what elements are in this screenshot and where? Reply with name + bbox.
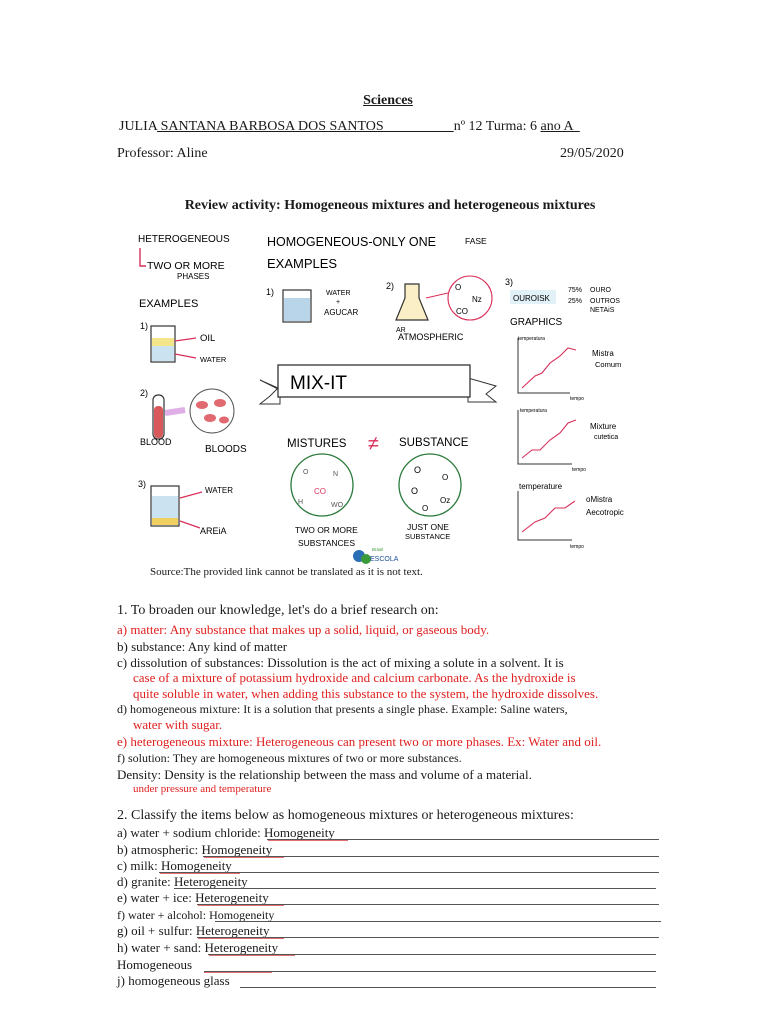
svg-text:O: O [414,465,422,475]
q1-a: a) matter: Any substance that makes up a solid, liquid, or gaseous body. [117,622,490,637]
mix-it-banner [260,365,496,404]
svg-text:tempo: tempo [570,396,584,402]
number-class: nº 12 Turma: 6 [453,119,541,134]
svg-text:Oz: Oz [440,496,451,505]
water-sand-beaker-icon [151,486,179,526]
professor: Professor: Aline [117,146,208,161]
oil-water-beaker-icon [151,326,175,362]
q2-item-b: b) atmospheric: Homogeneity [117,842,273,857]
fig-examples-mid: EXAMPLES [267,256,338,271]
svg-text:1): 1) [140,321,149,331]
svg-text:N: N [333,471,339,478]
fig-bloods: BLOODS [205,444,247,455]
arrow-icon [426,293,448,298]
svg-text:3): 3) [138,479,147,489]
svg-text:H: H [298,499,304,506]
fig-water-sugar: WATER [326,290,351,297]
answer-line [240,987,656,988]
activity-title: Review activity: Homogeneous mixtures and heterogeneous mixtures [184,198,596,213]
q1-d1: d) homogeneous mixture: It is a solution that presents a single phase. Example: Saline waters, [117,702,568,716]
fig-blood: BLOOD [140,437,172,447]
fig-ourorsk: OUROISK [513,294,550,303]
fig-substance: SUBSTANCE [399,437,469,449]
graph-mistra-comum [518,336,621,402]
svg-text:MIX-IT: MIX-IT [290,373,347,394]
q2-item-c: c) milk: Homogeneity [117,858,232,873]
student-rest-name: SANTANA BARBOSA DOS SANTOS [157,119,454,134]
svg-text:1): 1) [266,287,275,297]
spellcheck-underline [268,840,348,841]
svg-text:Comum: Comum [595,360,622,369]
svg-text:Brasil: Brasil [372,547,384,552]
graph-mistra-aecotropic [518,482,624,550]
fig-just-one-1: JUST ONE [407,522,449,532]
q1-c3: quite soluble in water, when adding this substance to the system, the hydroxide dissolves. [133,686,599,701]
answer-line [174,888,656,889]
fig-water-1: WATER [200,355,227,364]
subject-title: Sciences [363,93,413,108]
q1-density-2: under pressure and temperature [133,783,272,795]
svg-text:WO: WO [331,502,344,509]
mixtures-illustration [130,228,642,573]
arrow-icon [165,410,185,413]
spellcheck-underline [198,938,284,939]
fig-phases: PHASES [177,272,210,281]
q2-item-g: g) oil + sulfur: Heterogeneity [117,923,270,938]
fig-75: 75% [568,287,583,294]
fig-netais: NETAiS [590,307,615,314]
svg-text:O: O [455,283,462,292]
student-first-name: JULIA [119,119,158,134]
svg-text:Aecotropic: Aecotropic [586,508,624,517]
svg-text:2): 2) [140,388,149,398]
q2-item-j: j) homogeneous glass [117,973,230,988]
student-line [119,119,580,135]
fig-oil: OIL [200,333,216,344]
svg-text:temperatura: temperatura [518,336,545,342]
fig-fase: FASE [465,236,487,246]
flask-icon [396,284,428,320]
fig-graphics: GRAPHICS [510,317,563,328]
svg-text:O: O [303,469,309,476]
svg-text:Mistra: Mistra [592,349,614,358]
fig-agucar: AGUCAR [324,308,359,317]
brasil-escola-logo-icon [353,547,399,564]
q2-item-f: f) water + alcohol: Homogeneity [117,908,275,922]
spellcheck-underline [209,955,295,956]
blood-cells-magnified-icon [190,389,234,433]
arrow-icon [140,248,146,266]
sugar-water-beaker-icon [283,290,311,322]
q1-b: b) substance: Any kind of matter [117,639,288,654]
fig-ouro: OURO [590,287,611,294]
fig-water-2: WATER [205,486,233,495]
fig-just-one-2: SUBSTANCE [405,532,451,541]
graph-mixture-cutetica [518,408,618,473]
q1-f: f) solution: They are homogeneous mixtures of two or more substances. [117,751,462,765]
air-molecules-magnified-icon [448,276,492,320]
not-equal-icon: ≠ [368,433,379,455]
q2-item-h: h) water + sand: Heterogeneity [117,940,279,955]
svg-text:3): 3) [505,277,514,287]
q2-item-d: d) granite: Heterogeneity [117,874,248,889]
fig-ar: AR [396,327,406,334]
q2-item-a: a) water + sodium chloride: Homogeneity [117,825,335,840]
svg-text:Nz: Nz [472,295,482,304]
q2-item-i: Homogeneous [117,957,193,972]
svg-text:temperature: temperature [519,482,563,491]
date: 29/05/2020 [560,146,624,161]
svg-text:cutetica: cutetica [594,434,619,441]
fig-homogeneous-only-one: HOMOGENEOUS-ONLY ONE [267,235,437,249]
fig-25: 25% [568,298,583,305]
blood-test-tube-icon [153,395,164,439]
mixture-circle-icon [291,454,353,516]
fig-atmospheric: ATMOSPHERIC [398,332,464,342]
answer-line [215,921,661,922]
q1-c1: c) dissolution of substances: Dissolution is the act of mixing a solute in a solvent. It is [117,655,564,670]
arrow-icon [175,354,196,358]
q1-density: Density: Density is the relationship between the mass and volume of a material. [117,767,532,782]
fig-areia: AREiA [200,526,227,536]
svg-text:O: O [422,504,429,513]
figure-source: Source:The provided link cannot be translated as it is not text. [150,566,423,578]
fig-heterogeneous: HETEROGENEOUS [138,234,230,245]
q1-intro: 1. To broaden our knowledge, let's do a brief research on: [117,603,439,618]
svg-text:O: O [442,473,449,482]
fig-two-or-more-subs-2: SUBSTANCES [298,538,355,548]
q1-d2: water with sugar. [133,717,223,732]
svg-text:oMistra: oMistra [586,495,613,504]
svg-text:Mixture: Mixture [590,422,617,431]
substance-circle-icon [399,454,461,516]
fig-two-or-more: TWO OR MORE [147,260,225,272]
arrow-icon [180,492,202,498]
q1-c2: case of a mixture of potassium hydroxide and calcium carbonate. As the hydroxide is [133,670,576,685]
arrow-icon [180,521,200,528]
svg-text:tempo: tempo [572,467,586,473]
fig-examples-left: EXAMPLES [139,298,199,310]
svg-text:temperatura: temperatura [520,408,547,414]
svg-text:2): 2) [386,281,395,291]
svg-text:tempo: tempo [570,544,584,550]
fig-two-or-more-subs-1: TWO OR MORE [295,525,358,535]
fig-plus: + [336,299,341,306]
fig-mistures: MISTURES [287,438,347,450]
svg-text:CO: CO [456,307,468,316]
svg-text:ESCOLA: ESCOLA [370,556,399,563]
arrow-icon [175,338,196,341]
fig-outros: OUTROS [590,298,620,305]
q2-intro: 2. Classify the items below as homogeneous mixtures or heterogeneous mixtures: [117,808,574,823]
svg-text:CO: CO [314,487,326,496]
q1-e: e) heterogeneous mixture: Heterogeneous can present two or more phases. Ex: Water and oil. [117,734,602,749]
spellcheck-underline [198,905,284,906]
grade: ano A [540,119,580,134]
q2-item-e: e) water + ice: Heterogeneity [117,890,269,905]
svg-text:O: O [411,486,419,496]
